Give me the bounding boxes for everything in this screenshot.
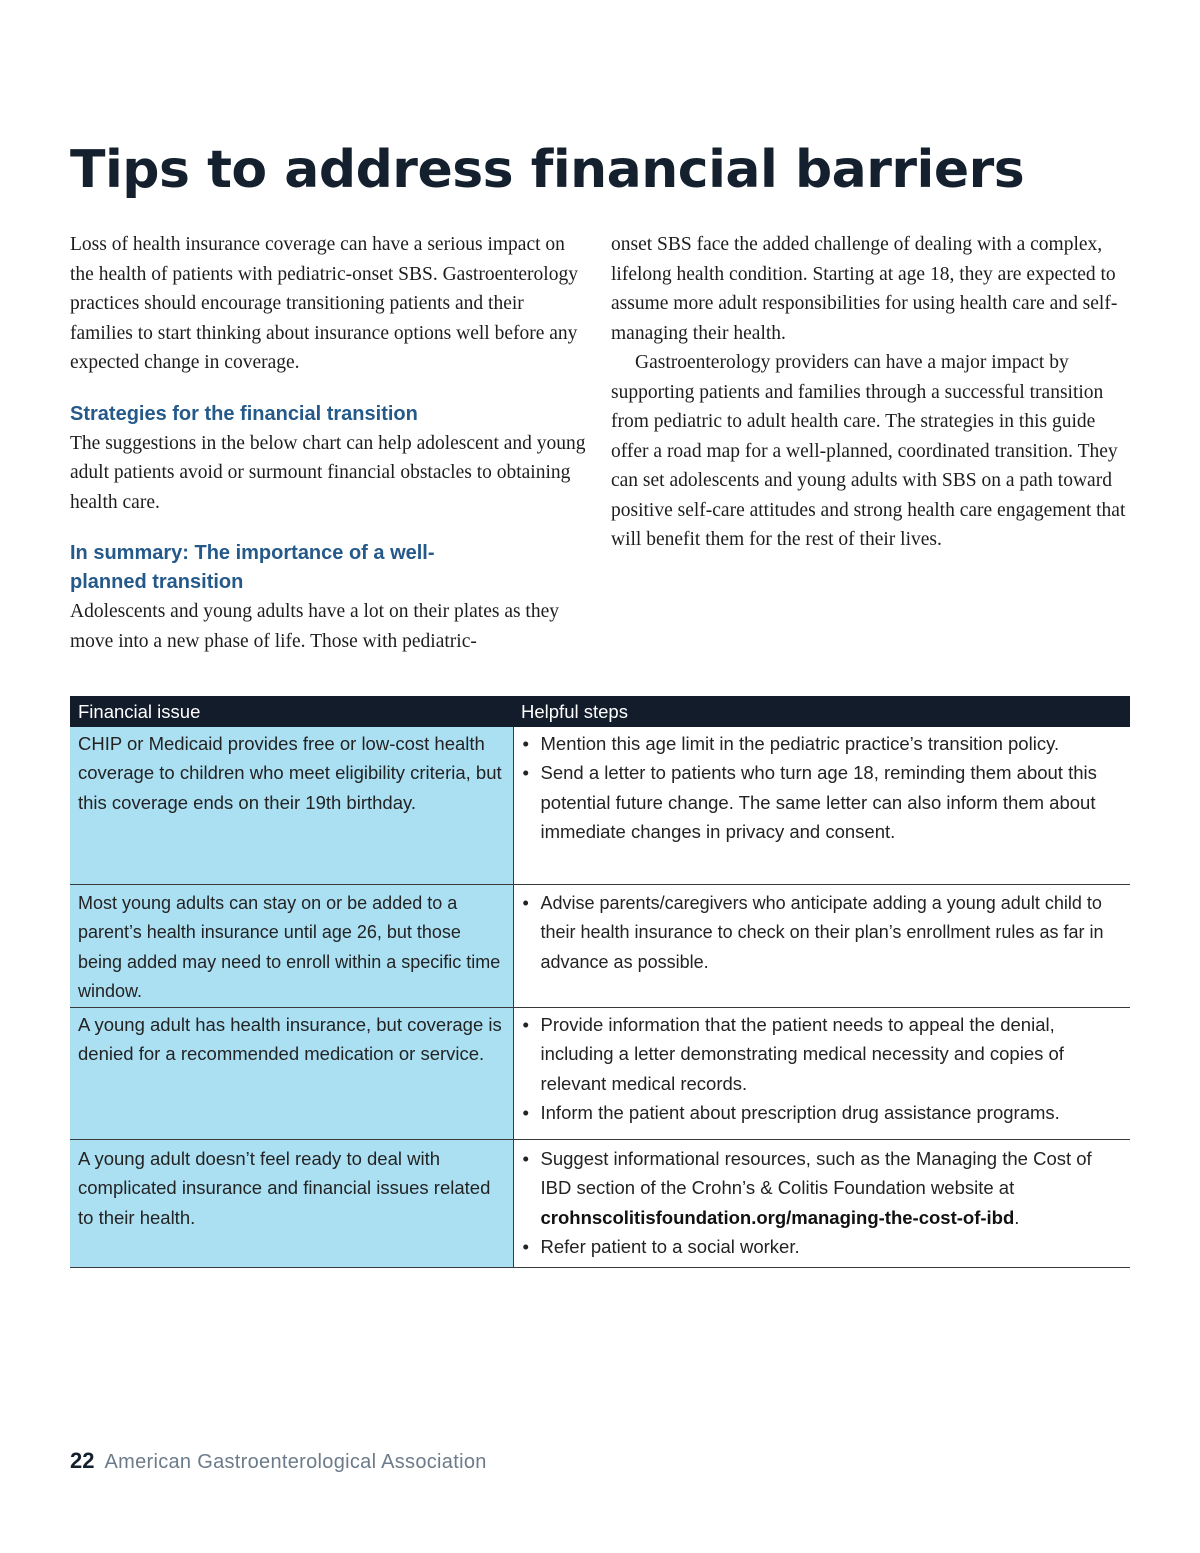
table-row [70, 1007, 1130, 1139]
step-item: • Provide information that the patient needs to appeal the denial, including a letter demonstrating medical necessity and copies of relevant medical records. [523, 1010, 1123, 1099]
step-item: • Mention this age limit in the pediatric practice’s transition policy. [523, 729, 1123, 759]
step-item: • Inform the patient about prescription drug assistance programs. [523, 1098, 1123, 1128]
table-row [70, 884, 1130, 1007]
footer-organization: American Gastroenterological Association [104, 1451, 487, 1473]
steps-cell [513, 1007, 1130, 1139]
foundation-link[interactable]: crohnscolitisfoundation.org/managing-the-cost-of-ibd [540, 1206, 1015, 1228]
table-row [70, 727, 1130, 885]
steps-cell [513, 1139, 1130, 1267]
steps-list [522, 1010, 1123, 1128]
section-heading-strategies: Strategies for the financial transition [70, 402, 418, 425]
issue-cell: A young adult doesn’t feel ready to deal with complicated insurance and financial issues related to their health. [70, 1139, 513, 1267]
step-item: • Advise parents/caregivers who anticipate adding a young adult child to their health insurance to check on their plan’s enrollment rules as far in advance as possible. [523, 889, 1123, 978]
intro-paragraph: Loss of health insurance coverage can have a serious impact on the health of patients with pediatric-onset SBS. Gastroenterology practices should encourage transitioning patients and their families to start thinking about insurance options well before any expected change in coverage. [70, 234, 578, 373]
summary-closing-paragraph: Gastroenterology providers can have a major impact by supporting patients and families through a successful transition from pediatric to adult health care. The strategies in this guide offer a road map for a well-planned, coordinated transition. They can set adolescents and young adults with SBS on a path toward positive self-care attitudes and strong health care engagement that will benefit them for the rest of their lives. [611, 352, 1126, 550]
issue-cell: CHIP or Medicaid provides free or low-cost health coverage to children who meet eligibility criteria, but this coverage ends on their 19th birthday. [70, 727, 513, 885]
step-item [523, 1144, 1123, 1233]
left-column [70, 230, 588, 656]
strategies-paragraph: The suggestions in the below chart can help adolescent and young adult patients avoid or surmount financial obstacles to obtaining health care. [70, 432, 586, 513]
steps-cell [513, 727, 1130, 885]
financial-issues-table [70, 696, 1130, 1268]
steps-list [522, 729, 1123, 847]
issue-cell: A young adult has health insurance, but coverage is denied for a recommended medication or service. [70, 1007, 513, 1139]
step-item: • Send a letter to patients who turn age 18, reminding them about this potential future change. The same letter can also inform them about immediate changes in privacy and consent. [523, 758, 1123, 847]
section-heading-summary: In summary: The importance of a well-planned transition [70, 542, 435, 593]
issue-cell: Most young adults can stay on or be added to a parent’s health insurance until age 26, but those being added may need to enroll within a specific time window. [70, 884, 513, 1007]
page-title: Tips to address financial barriers [70, 140, 1025, 200]
steps-cell [513, 884, 1130, 1007]
step-text: Suggest informational resources, such as the Managing the Cost of IBD section of the Crohn’s & Colitis Foundation website at [540, 1147, 1092, 1198]
steps-list [522, 889, 1123, 978]
step-item: • Refer patient to a social worker. [523, 1232, 1123, 1262]
page-footer [70, 1448, 487, 1474]
page-number: 22 [70, 1448, 95, 1473]
steps-list [522, 1144, 1123, 1262]
right-column [611, 230, 1129, 555]
summary-continued-paragraph: onset SBS face the added challenge of dealing with a complex, lifelong health condition. Starting at age 18, they are expected to assume more adult responsibilities for using health care and self-managing their health. [611, 234, 1118, 344]
table-header-row [70, 696, 1130, 727]
table-row [70, 1139, 1130, 1267]
header-financial-issue: Financial issue [70, 696, 513, 727]
header-helpful-steps: Helpful steps [513, 696, 1130, 727]
summary-paragraph: Adolescents and young adults have a lot on their plates as they move into a new phase of life. Those with pediatric- [70, 601, 560, 652]
link-suffix: . [1014, 1206, 1020, 1228]
